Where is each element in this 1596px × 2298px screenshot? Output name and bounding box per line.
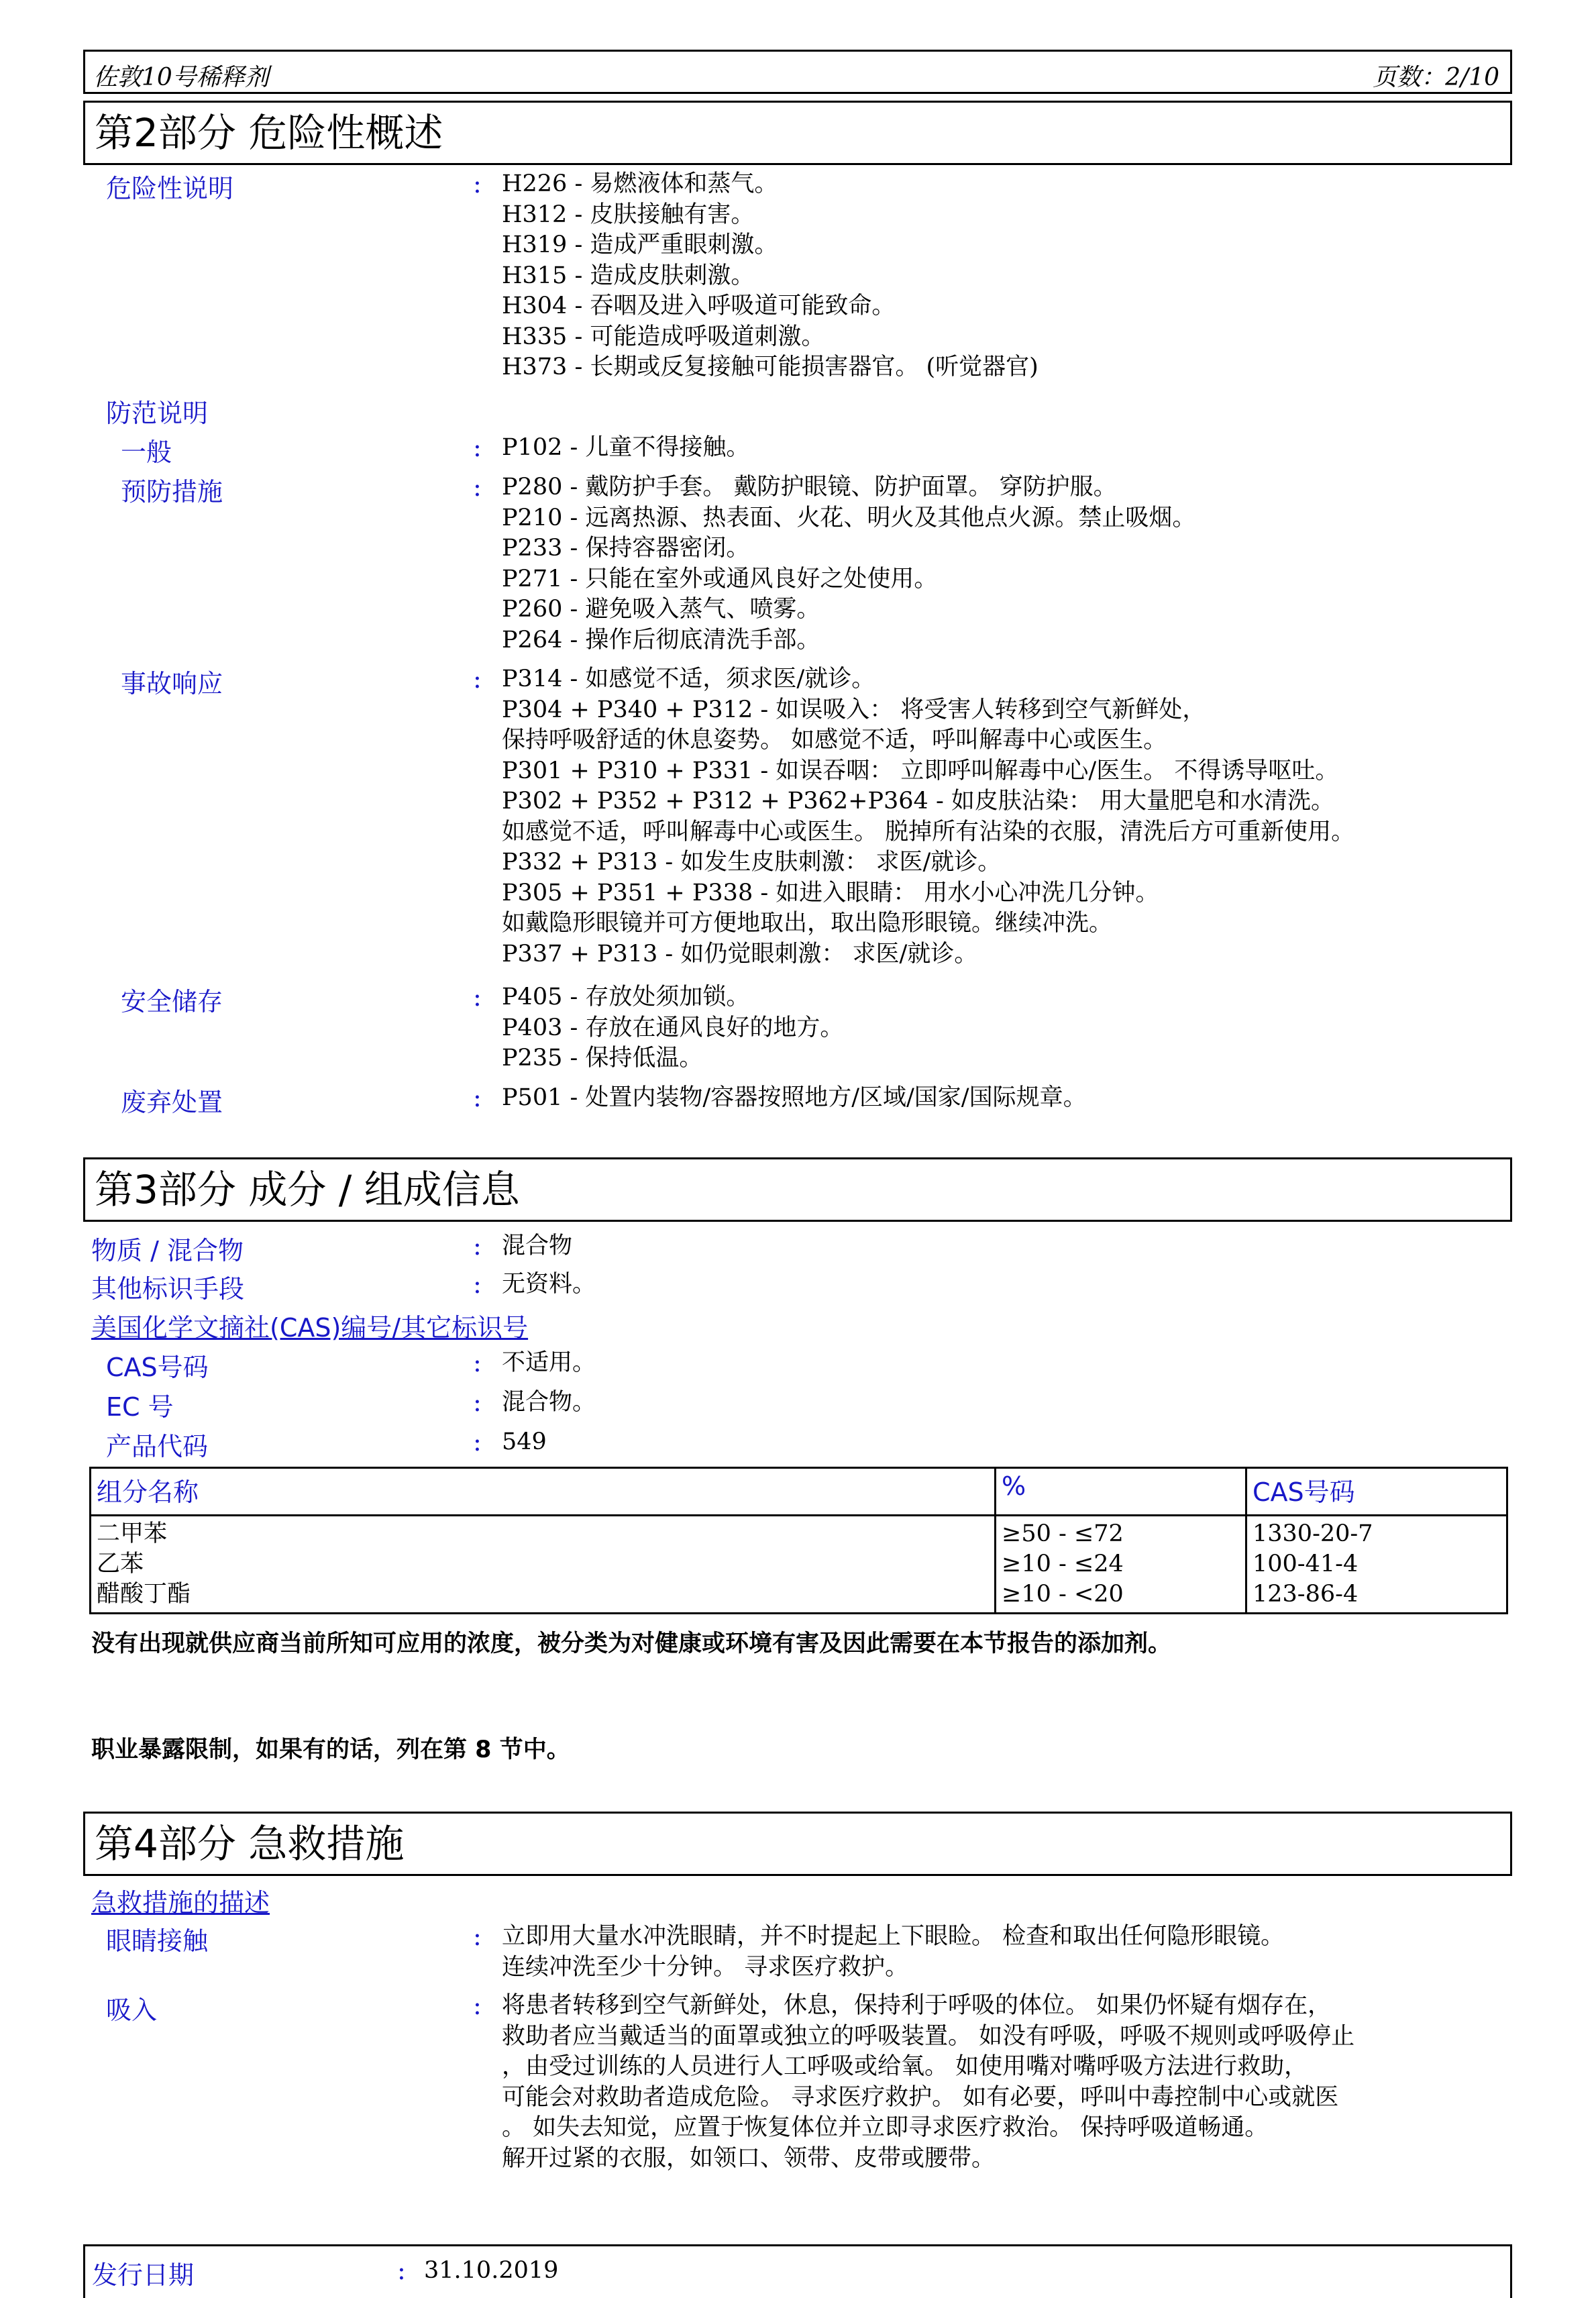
page-footer	[83, 2244, 1512, 2298]
statement-line: 连续冲洗至少十分钟。 寻求医疗救护。	[502, 1953, 909, 1981]
prevention-statements	[502, 472, 1195, 656]
colon: :	[473, 664, 482, 694]
component-percent: ≥10 - ≤24	[1002, 1551, 1124, 1577]
component-cas-numbers	[1246, 1516, 1507, 1614]
statement-line: P403 - 存放在通风良好的地方。	[502, 1014, 844, 1041]
statement-line: 立即用大量水冲洗眼睛，并不时提起上下眼睑。 检查和取出任何隐形眼镜。	[502, 1923, 1285, 1950]
statement-line: 将患者转移到空气新鲜处，休息，保持利于呼吸的体位。 如果仍怀疑有烟存在，	[502, 1992, 1332, 2019]
general-statements	[502, 433, 749, 464]
statement-line: P302 + P352 + P312 + P362+P364 - 如皮肤沾染： 用大量肥皂和水清洗。	[502, 788, 1335, 815]
component-percent: ≥50 - ≤72	[1002, 1520, 1124, 1547]
statement-line: 保持呼吸舒适的休息姿势。 如感觉不适，呼叫解毒中心或医生。	[502, 727, 1167, 753]
statement-line: ，由受过训练的人员进行人工呼吸或给氧。 如使用嘴对嘴呼吸方法进行救助，	[502, 2053, 1308, 2080]
statement-line: H335 - 可能造成呼吸道刺激。	[502, 323, 825, 350]
colon: :	[473, 982, 482, 1012]
exposure-note: 职业暴露限制，如果有的话，列在第 8 节中。	[91, 1736, 570, 1763]
component-percents	[996, 1516, 1246, 1614]
statement-line: P264 - 操作后彻底清洗手部。	[502, 626, 820, 654]
statement-line: 可能会对救助者造成危险。 寻求医疗救护。 如有必要，呼叫中毒控制中心或就医	[502, 2083, 1339, 2111]
statement-line: P314 - 如感觉不适，须求医/就诊。	[502, 666, 875, 692]
eye-contact-text	[502, 1922, 1284, 1983]
statement-line: P280 - 戴防护手套。 戴防护眼镜、防护面罩。 穿防护服。	[502, 474, 1117, 501]
colon: :	[473, 1083, 482, 1112]
section-3-title: 第3部分 成分 / 组成信息	[83, 1157, 1512, 1222]
statement-line: H226 - 易燃液体和蒸气。	[502, 170, 778, 197]
component-cas: 100-41-4	[1253, 1551, 1359, 1577]
disposal-label: 废弃处置	[121, 1088, 223, 1117]
statement-line: P305 + P351 + P338 - 如进入眼睛： 用水小心冲洗几分钟。	[502, 879, 1159, 906]
page-header	[83, 50, 1512, 94]
general-label: 一般	[121, 437, 172, 467]
section-4-title: 第4部分 急救措施	[83, 1812, 1512, 1876]
colon: :	[473, 472, 482, 502]
colon: :	[473, 1231, 482, 1261]
precaution-label: 防范说明	[106, 399, 209, 428]
product-name: 佐敦10号稀释剂	[93, 64, 269, 91]
component-name: 醋酸丁酯	[97, 1581, 191, 1608]
statement-line: 救助者应当戴适当的面罩或独立的呼吸装置。 如没有呼吸，呼吸不规则或呼吸停止	[502, 2022, 1355, 2050]
statement-line: P260 - 避免吸入蒸气、喷雾。	[502, 596, 820, 623]
statement-line: P405 - 存放处须加锁。	[502, 984, 750, 1010]
statement-line: H304 - 吞咽及进入呼吸道可能致命。	[502, 293, 896, 319]
table-header-row	[91, 1468, 1507, 1516]
colon: :	[473, 1991, 482, 2020]
substance-value: 混合物	[502, 1233, 573, 1259]
statement-line: 如戴隐形眼镜并可方便地取出，取出隐形眼镜。继续冲洗。	[502, 910, 1113, 937]
hazard-label: 危险性说明	[106, 174, 234, 203]
storage-statements	[502, 982, 843, 1074]
components-table	[89, 1467, 1508, 1614]
statement-line: H315 - 造成皮肤刺激。	[502, 262, 755, 289]
cas-value: 不适用。	[502, 1349, 596, 1376]
response-label: 事故响应	[121, 669, 223, 698]
statement-line: P210 - 远离热源、热表面、火花、明火及其他点火源。禁止吸烟。	[502, 504, 1196, 531]
statement-line: P235 - 保持低温。	[502, 1045, 703, 1072]
statement-line: H373 - 长期或反复接触可能损害器官。 (听觉器官)	[502, 354, 1039, 380]
colon: :	[473, 1922, 482, 1951]
other-id-label: 其他标识手段	[91, 1274, 245, 1304]
colon: :	[473, 1388, 482, 1417]
statement-line: H319 - 造成严重眼刺激。	[502, 231, 778, 258]
statement-line: P233 - 保持容器密闭。	[502, 535, 750, 562]
substance-label: 物质 / 混合物	[91, 1236, 244, 1265]
cas-heading: 美国化学文摘社(CAS)编号/其它标识号	[91, 1313, 529, 1343]
eye-contact-label: 眼睛接触	[106, 1926, 209, 1956]
colon: :	[473, 433, 482, 462]
table-body-row	[91, 1516, 1507, 1614]
statement-line: P337 + P313 - 如仍觉眼刺激： 求医/就诊。	[502, 940, 978, 968]
statement-line: P102 - 儿童不得接触。	[502, 434, 750, 461]
section-2-title: 第2部分 危险性概述	[83, 101, 1512, 165]
colon: :	[473, 1427, 482, 1457]
additives-note: 没有出现就供应商当前所知可应用的浓度，被分类为对健康或环境有害及因此需要在本节报告的添加剂。	[91, 1630, 1172, 1657]
colon: :	[473, 169, 482, 199]
statement-line: 。 如失去知觉，应置于恢复体位并立即寻求医疗救治。 保持呼吸道畅通。	[502, 2114, 1269, 2141]
component-cas: 123-86-4	[1253, 1581, 1359, 1608]
statement-line: 解开过紧的衣服，如领口、领带、皮带或腰带。	[502, 2144, 996, 2172]
column-header-name: 组分名称	[91, 1468, 996, 1516]
statement-line: P332 + P313 - 如发生皮肤刺激： 求医/就诊。	[502, 849, 1002, 876]
colon: :	[473, 1348, 482, 1377]
issue-date-label: 发行日期	[92, 2260, 195, 2290]
page-number: 页数：2/10	[1373, 64, 1499, 91]
response-statements	[502, 664, 1354, 970]
inhalation-label: 吸入	[106, 1995, 158, 2025]
colon: :	[397, 2256, 406, 2285]
ec-label: EC 号	[106, 1392, 174, 1422]
cas-label: CAS号码	[106, 1353, 209, 1382]
inhalation-text	[502, 1991, 1354, 2174]
component-name: 乙苯	[97, 1551, 144, 1577]
component-percent: ≥10 - <20	[1002, 1581, 1124, 1608]
issue-date-value: 31.10.2019	[424, 2257, 559, 2284]
column-header-percent: %	[996, 1468, 1246, 1516]
component-names	[91, 1516, 996, 1614]
statement-line: H312 - 皮肤接触有害。	[502, 201, 755, 228]
statement-line: 如感觉不适，呼叫解毒中心或医生。 脱掉所有沾染的衣服，清洗后方可重新使用。	[502, 818, 1355, 845]
column-header-cas: CAS号码	[1246, 1468, 1507, 1516]
product-code-label: 产品代码	[106, 1432, 209, 1461]
first-aid-heading: 急救措施的描述	[91, 1888, 270, 1918]
statement-line: P304 + P340 + P312 - 如误吸入： 将受害人转移到空气新鲜处，	[502, 696, 1206, 723]
ec-value: 混合物。	[502, 1389, 596, 1416]
statement-line: P271 - 只能在室外或通风良好之处使用。	[502, 565, 938, 592]
component-name: 二甲苯	[97, 1520, 168, 1547]
disposal-statements	[502, 1083, 1087, 1114]
other-id-value: 无资料。	[502, 1271, 596, 1298]
colon: :	[473, 1269, 482, 1299]
storage-label: 安全储存	[121, 987, 223, 1016]
prevention-label: 预防措施	[121, 477, 223, 507]
component-cas: 1330-20-7	[1253, 1520, 1373, 1547]
product-code-value: 549	[502, 1428, 547, 1455]
statement-line: P301 + P310 + P331 - 如误吞咽： 立即呼叫解毒中心/医生。 不得诱导呕吐。	[502, 757, 1339, 784]
hazard-statements	[502, 169, 1039, 383]
statement-line: P501 - 处置内装物/容器按照地方/区域/国家/国际规章。	[502, 1084, 1087, 1111]
